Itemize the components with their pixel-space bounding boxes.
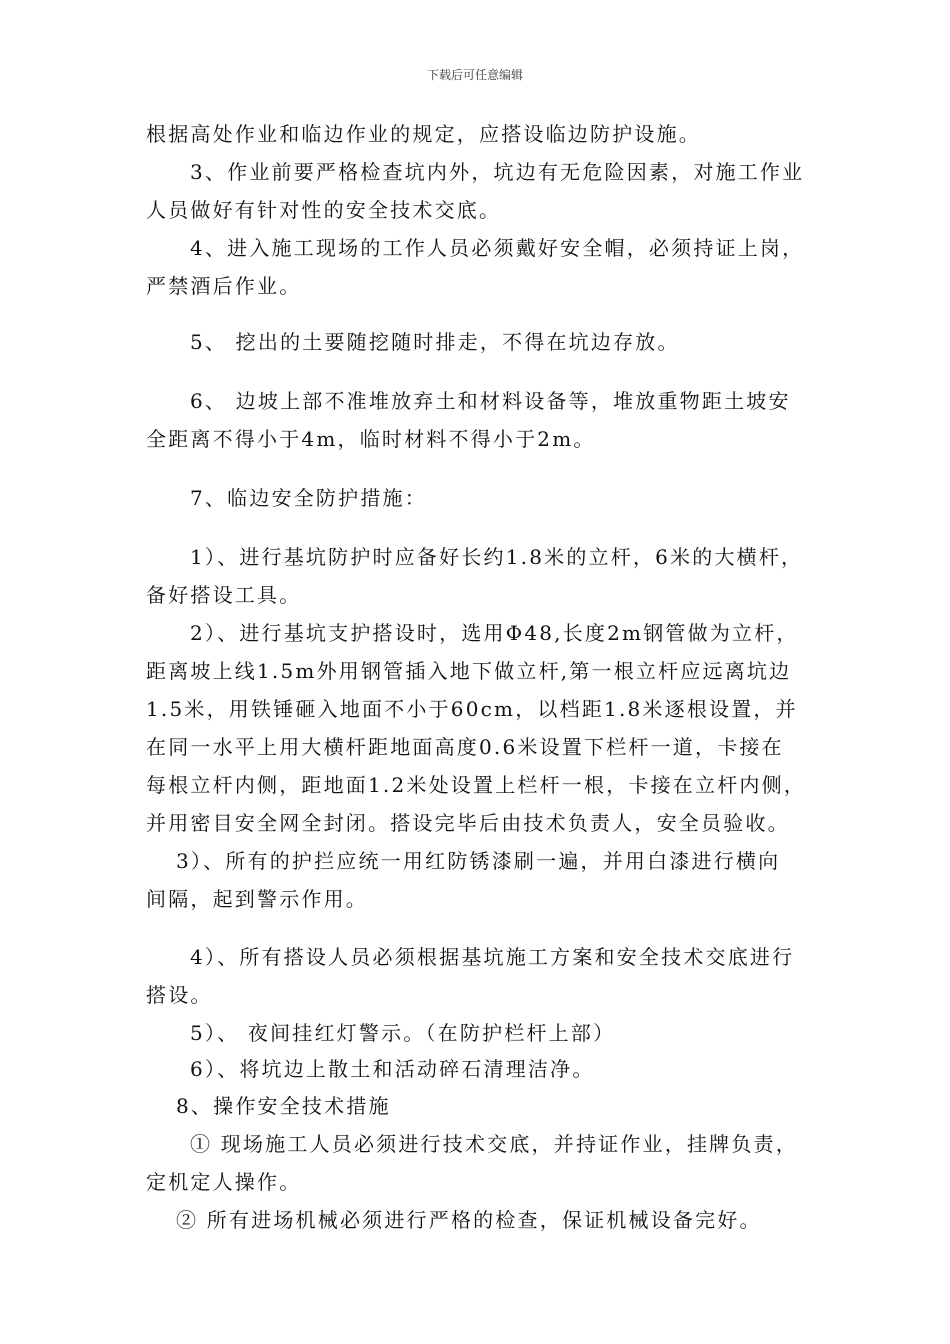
- text-line: 5、 挖出的土要随挖随时排走，不得在坑边存放。: [190, 330, 680, 354]
- text-line: 6）、将坑边上散土和活动碎石清理洁净。: [190, 1057, 595, 1081]
- text-line: 备好搭设工具。: [146, 583, 302, 607]
- text-line: 3、作业前要严格检查坑内外，坑边有无危险因素，对施工作业: [190, 160, 805, 184]
- text-line: 8、操作安全技术措施: [176, 1094, 391, 1118]
- text-line: 根据高处作业和临边作业的规定，应搭设临边防护设施。: [146, 122, 701, 146]
- text-line: 间隔，起到警示作用。: [146, 887, 368, 911]
- text-line: 1.5米，用铁锤砸入地面不小于60cm，以档距1.8米逐根设置，并: [146, 697, 798, 721]
- text-line: 距离坡上线1.5m外用钢管插入地下做立杆,第一根立杆应远离坑边: [146, 659, 792, 683]
- text-line: 6、 边坡上部不准堆放弃土和材料设备等，堆放重物距土坡安: [190, 389, 791, 413]
- text-line: 1）、进行基坑防护时应备好长约1.8米的立杆，6米的大横杆，: [190, 545, 804, 569]
- text-line: 2）、进行基坑支护搭设时，选用Φ48,长度2m钢管做为立杆，: [190, 621, 799, 645]
- text-line: 严禁酒后作业。: [146, 274, 302, 298]
- text-line: 4、进入施工现场的工作人员必须戴好安全帽，必须持证上岗，: [190, 236, 805, 260]
- text-line: 7、临边安全防护措施：: [190, 486, 427, 510]
- text-line: 4）、所有搭设人员必须根据基坑施工方案和安全技术交底进行: [190, 945, 795, 969]
- text-line: 在同一水平上用大横杆距地面高度0.6米设置下栏杆一道，卡接在: [146, 735, 784, 759]
- text-line: 5）、 夜间挂红灯警示。（在防护栏杆上部）: [190, 1021, 616, 1045]
- text-line: ② 所有进场机械必须进行严格的检查，保证机械设备完好。: [176, 1208, 762, 1232]
- text-line: ① 现场施工人员必须进行技术交底，并持证作业，挂牌负责，: [190, 1132, 798, 1156]
- page-header: 下载后可任意编辑: [426, 68, 523, 82]
- text-line: 搭设。: [146, 983, 213, 1007]
- text-line: 3）、所有的护拦应统一用红防锈漆刷一遍，并用白漆进行横向: [176, 849, 781, 873]
- text-line: 定机定人操作。: [146, 1170, 302, 1194]
- text-line: 每根立杆内侧，距地面1.2米处设置上栏杆一根，卡接在立杆内侧，: [146, 773, 807, 797]
- text-line: 全距离不得小于4m，临时材料不得小于2m。: [146, 427, 596, 451]
- text-line: 并用密目安全网全封闭。搭设完毕后由技术负责人，安全员验收。: [146, 811, 790, 835]
- text-line: 人员做好有针对性的安全技术交底。: [146, 198, 502, 222]
